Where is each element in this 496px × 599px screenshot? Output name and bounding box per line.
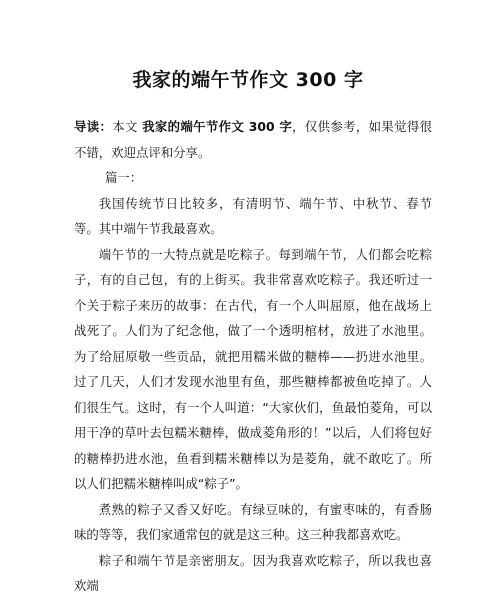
lead-label: 导读：: [74, 119, 113, 134]
lead-paragraph: [74, 114, 432, 165]
section-label: 篇一：: [105, 170, 143, 185]
paragraph-1: 我国传统节日比较多，有清明节、端午节、中秋节、春节等。其中端午节我最喜欢。: [74, 195, 432, 236]
lead-article-title: 我家的端午节作文 300 字: [142, 119, 293, 134]
paragraph-4: 粽子和端午节是亲密朋友。因为我喜欢吃粽子，所以我也喜欢端: [74, 552, 432, 593]
paragraph-2: 端午节的一大特点就是吃粽子。每到端午节，人们都会吃粽子，有的自己包，有的上街买。我非常喜欢吃粽子。我还听过一个关于粽子来历的故事：在古代，有一个人叫屈原，他在战场上战死了。人们为了纪念他，做了一个透明棺材，放进了水池里。为了给屈原敬一些贡品，就把用糯米做的糖棒——扔进水池里。过了几天，人们才发现水池里有鱼，那些糖棒都被鱼吃掉了。人们很生气。这时，有一个人叫道：“大家伙们，鱼最怕菱角，可以用干净的草叶去包糯米糖棒，做成菱角形的！”以后，人们将包好的糖棒扔进水池，鱼看到糯米糖棒以为是菱角，就不敢吃了。所以人们把糯米糖棒叫成“粽子”。: [74, 246, 432, 491]
paragraph-3: 煮熟的粽子又香又好吃。有绿豆味的，有蜜枣味的，有香肠味的等等，我们家通常包的就是这三种。这三种我都喜欢吃。: [74, 501, 432, 542]
lead-suffix: ，仅供参考，如果觉得很不错，欢迎点评和分享。: [74, 119, 433, 160]
lead-prefix: 本文: [112, 119, 138, 134]
document-title: 我家的端午节作文 300 字: [132, 69, 364, 91]
document-body: [74, 114, 432, 599]
